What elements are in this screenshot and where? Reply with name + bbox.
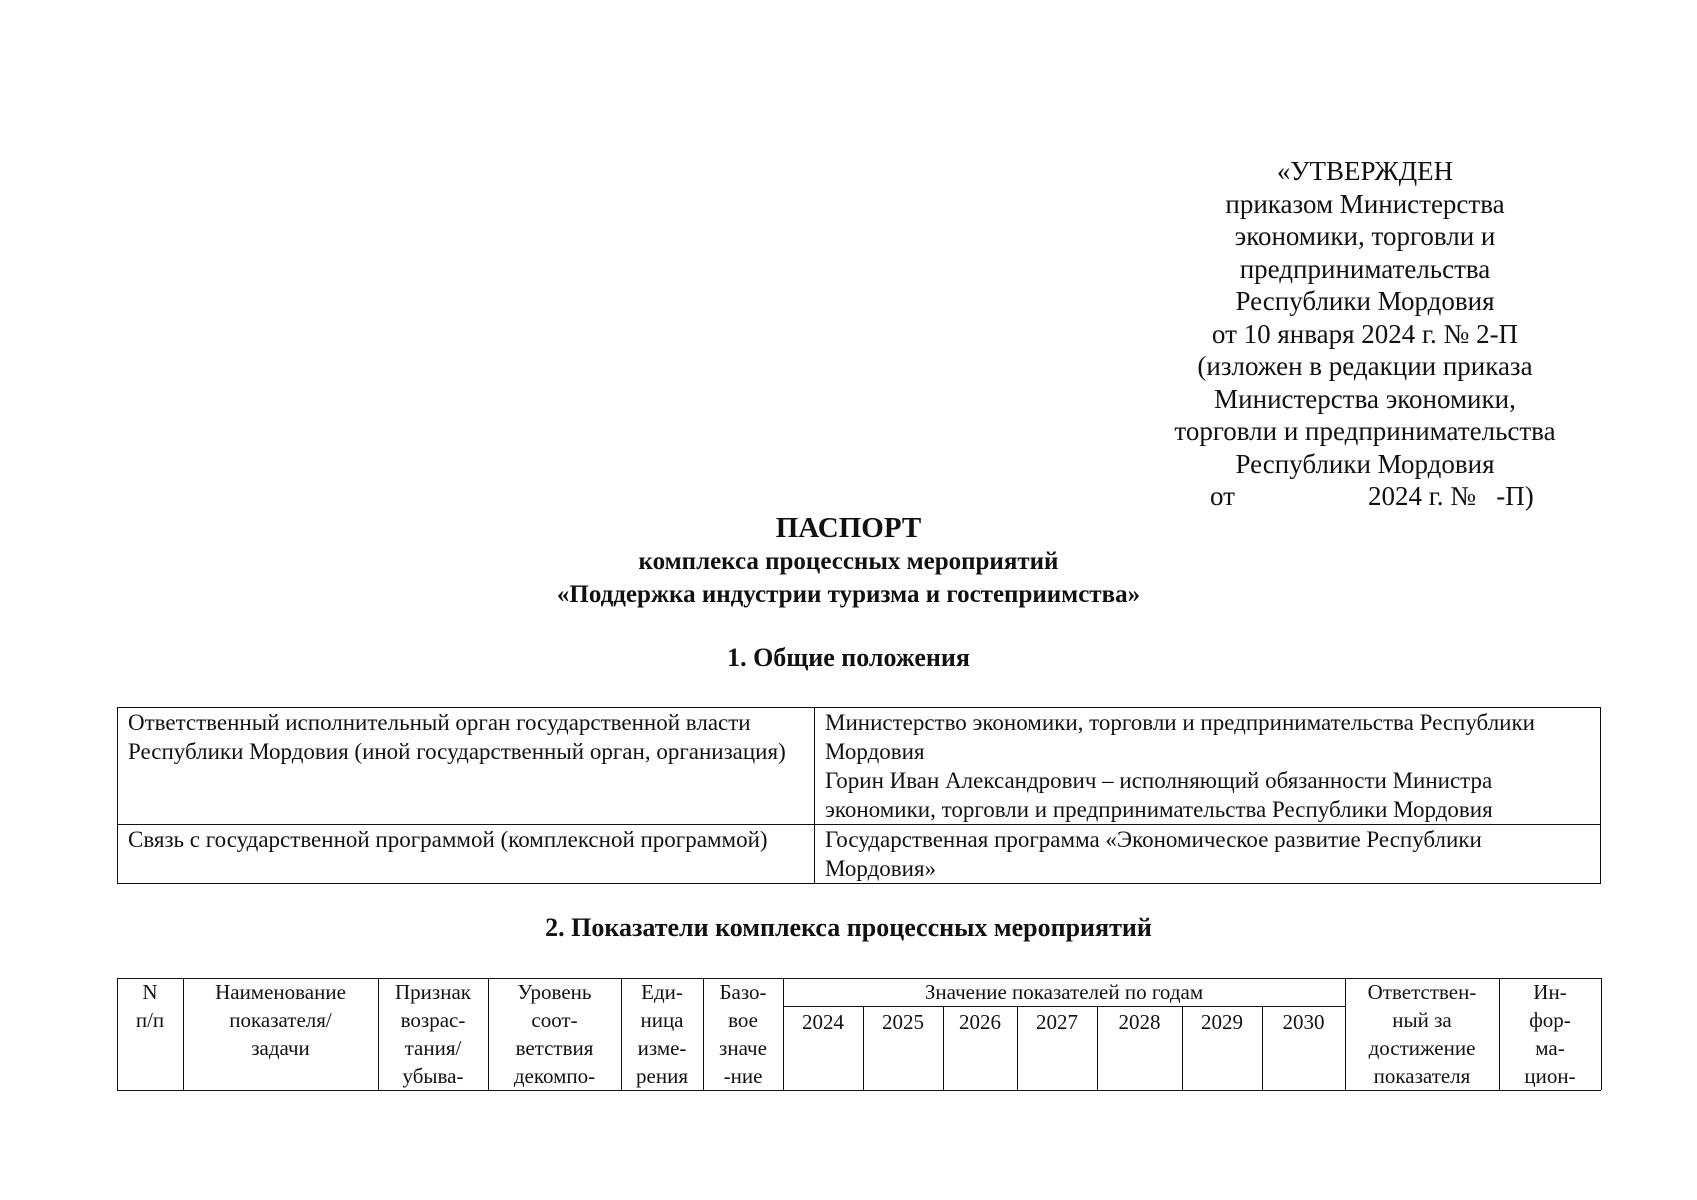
general-provisions-table <box>117 707 1601 884</box>
approval-line: экономики, торговли и <box>1234 221 1496 251</box>
approval-line: Республики Мордовия <box>1235 286 1495 316</box>
approval-date-line <box>1150 480 1580 512</box>
header-trend-sign <box>378 978 488 1090</box>
table-cell-label: Связь с государственной программой (комплексной программой) <box>118 825 815 884</box>
header-text: показателя/ <box>229 1008 332 1032</box>
header-text: Уровень <box>517 980 592 1004</box>
header-text: -ние <box>723 1064 763 1088</box>
header-unit <box>621 978 703 1090</box>
header-responsible <box>1345 978 1499 1090</box>
header-text: задачи <box>251 1036 310 1060</box>
header-text: возрас- <box>400 1008 466 1032</box>
table-cell-label: Ответственный исполнительный орган государственной власти Республики Мордовия (иной государственный орган, организация) <box>118 708 815 825</box>
responsible-organ: Министерство экономики, торговли и предпринимательства Республики Мордовия <box>825 710 1535 764</box>
approval-line: Министерства экономики, <box>1214 383 1516 414</box>
header-text: ветствия <box>515 1036 594 1060</box>
header-text: тания/ <box>404 1036 462 1060</box>
header-base-value <box>703 978 783 1090</box>
document-subtitle-name: «Поддержка индустрии туризма и гостеприимства» <box>556 581 1141 608</box>
header-text: N <box>142 980 158 1004</box>
header-year-2029: 2029 <box>1201 1010 1243 1034</box>
section-heading-general: 1. Общие положения <box>727 643 970 672</box>
approval-line: торговли и предпринимательства <box>1174 416 1556 446</box>
header-decomposition-level <box>488 978 621 1090</box>
header-text: ница <box>640 1008 684 1032</box>
header-year-2027: 2027 <box>1036 1010 1078 1034</box>
header-text: фор- <box>1529 1008 1571 1032</box>
header-text: убыва- <box>402 1064 464 1088</box>
header-text: достижение <box>1368 1036 1476 1060</box>
header-indicator-name <box>183 978 378 1062</box>
header-number <box>117 978 183 1034</box>
header-year-2030: 2030 <box>1282 1010 1325 1034</box>
table-cell-value: Государственная программа «Экономическое развитие Республики Мордовия» <box>815 825 1601 884</box>
table-cell-value <box>815 708 1601 825</box>
document-subtitle: комплекса процессных мероприятий <box>638 548 1059 575</box>
approval-stamp-block <box>1150 155 1580 512</box>
header-text: декомпо- <box>513 1064 596 1088</box>
table-border-right <box>1601 978 1602 1090</box>
header-year-2024: 2024 <box>802 1010 844 1034</box>
approval-line: Республики Мордовия <box>1235 448 1495 479</box>
approval-date-prefix: от <box>1210 481 1235 511</box>
header-text: значе <box>719 1036 767 1060</box>
header-text: изме- <box>637 1036 687 1060</box>
header-text: ный за <box>1392 1008 1452 1032</box>
header-year-2028: 2028 <box>1118 1010 1161 1034</box>
table-border-bottom <box>117 1090 1601 1091</box>
header-text: Ин- <box>1533 980 1567 1004</box>
header-text: Базо- <box>719 980 767 1004</box>
header-values-by-year: Значение показателей по годам <box>924 980 1204 1004</box>
header-text: показателя <box>1373 1064 1471 1088</box>
header-year-2026: 2026 <box>959 1010 1001 1034</box>
header-text: соот- <box>531 1008 578 1032</box>
header-text: Ответствен- <box>1367 980 1477 1004</box>
responsible-person: Горин Иван Александрович – исполняющий обязанности Министра экономики, торговли и предпринимательства Республики Мордовия <box>825 768 1493 822</box>
table-row <box>118 825 1601 884</box>
year-group-divider <box>783 1006 1345 1007</box>
header-text: рения <box>636 1064 688 1088</box>
indicators-table-header <box>117 978 1601 1090</box>
header-text: Наименование <box>215 980 346 1004</box>
approval-line: приказом Министерства <box>1225 188 1505 219</box>
approval-line: «УТВЕРЖДЕН <box>1276 156 1454 186</box>
header-text: Признак <box>395 980 471 1004</box>
header-text: п/п <box>135 1008 165 1032</box>
header-text: Еди- <box>641 980 683 1004</box>
approval-line: (изложен в редакции приказа <box>1197 351 1533 381</box>
header-year-2025: 2025 <box>882 1010 924 1034</box>
approval-line: от 10 января 2024 г. № 2-П <box>1211 318 1519 349</box>
header-text: цион- <box>1524 1064 1576 1088</box>
header-info-system <box>1499 978 1601 1090</box>
header-text: ма- <box>1535 1036 1565 1060</box>
approval-line: предпринимательства <box>1239 253 1491 284</box>
table-row <box>118 708 1601 825</box>
section-heading-indicators: 2. Показатели комплекса процессных мероприятий <box>545 913 1152 942</box>
header-text: вое <box>728 1008 758 1032</box>
approval-date-suffix: 2024 г. № -П) <box>1368 481 1534 511</box>
document-title: ПАСПОРТ <box>775 512 922 544</box>
